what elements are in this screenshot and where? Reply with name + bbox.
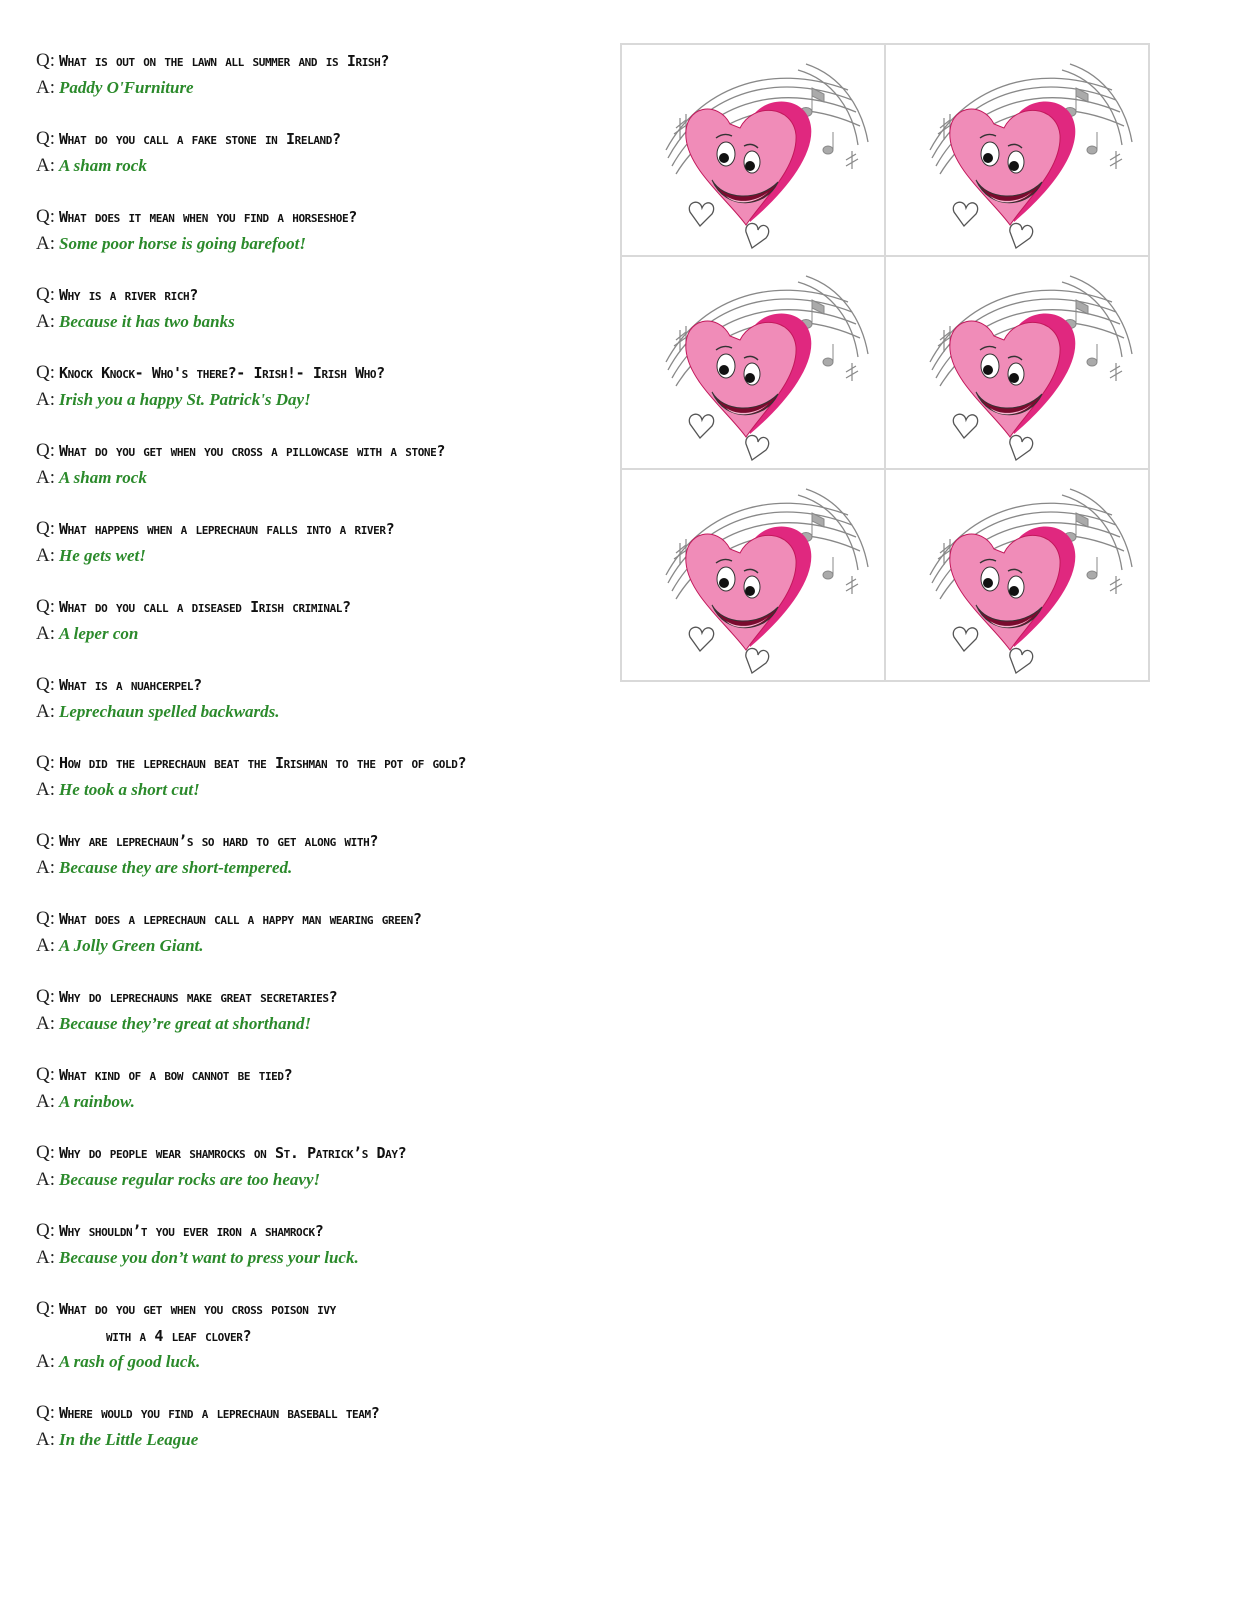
question-line [36, 360, 596, 387]
question-line [36, 126, 596, 153]
joke-item [36, 1218, 596, 1272]
question-label: Q: [36, 128, 55, 149]
answer-line [36, 1427, 596, 1454]
question-text: What do you call a fake stone in Ireland? [59, 130, 341, 148]
question-label: Q: [36, 908, 55, 929]
question-line [36, 672, 596, 699]
answer-label: A: [36, 545, 55, 566]
answer-text: A leper con [59, 624, 139, 643]
answer-label: A: [36, 233, 55, 254]
answer-label: A: [36, 1091, 55, 1112]
question-label: Q: [36, 1298, 55, 1319]
joke-item [36, 828, 596, 882]
question-label: Q: [36, 1402, 55, 1423]
question-label: Q: [36, 362, 55, 383]
answer-text: A Jolly Green Giant. [59, 936, 204, 955]
question-line [36, 750, 596, 777]
question-line [36, 204, 596, 231]
question-label: Q: [36, 284, 55, 305]
answer-text: Irish you a happy St. Patrick's Day! [59, 390, 311, 409]
answer-label: A: [36, 701, 55, 722]
smiling-heart-music-icon [628, 475, 878, 675]
answer-text: Because they’re great at shorthand! [59, 1014, 312, 1033]
smiling-heart-music-icon [628, 50, 878, 250]
joke-item [36, 1062, 596, 1116]
answer-text: Because they are short-tempered. [59, 858, 293, 877]
question-line [36, 282, 596, 309]
answer-label: A: [36, 1169, 55, 1190]
answer-text: He took a short cut! [59, 780, 200, 799]
joke-item [36, 516, 596, 570]
answer-line [36, 1349, 596, 1376]
joke-item [36, 126, 596, 180]
smiling-heart-music-icon [892, 50, 1142, 250]
joke-item [36, 906, 596, 960]
question-label: Q: [36, 986, 55, 1007]
heart-clipart-cell [885, 44, 1149, 256]
question-text: What do you call a diseased Irish criminal? [59, 598, 351, 616]
joke-list [36, 48, 596, 1478]
answer-line [36, 465, 596, 492]
answer-text: Because regular rocks are too heavy! [59, 1170, 321, 1189]
question-line [36, 984, 596, 1011]
question-line [36, 1218, 596, 1245]
joke-item [36, 672, 596, 726]
question-line [36, 828, 596, 855]
question-label: Q: [36, 206, 55, 227]
answer-label: A: [36, 1429, 55, 1450]
joke-item [36, 1296, 596, 1376]
question-text-continued: with a 4 leaf clover? [106, 1327, 252, 1345]
question-text: Why do people wear shamrocks on St. Patrick’s Day? [59, 1144, 407, 1162]
question-line [36, 1400, 596, 1427]
question-text: Why shouldn’t you ever iron a shamrock? [59, 1222, 324, 1240]
joke-item [36, 360, 596, 414]
answer-line [36, 309, 596, 336]
question-label: Q: [36, 1142, 55, 1163]
question-text: Why do leprechauns make great secretaries? [59, 988, 338, 1006]
answer-text: A sham rock [59, 468, 147, 487]
joke-item [36, 984, 596, 1038]
joke-item [36, 1400, 596, 1454]
answer-text: Because you don’t want to press your luck. [59, 1248, 359, 1267]
question-label: Q: [36, 1220, 55, 1241]
answer-text: Some poor horse is going barefoot! [59, 234, 306, 253]
answer-line [36, 1011, 596, 1038]
answer-text: Leprechaun spelled backwards. [59, 702, 280, 721]
joke-item [36, 282, 596, 336]
joke-item [36, 438, 596, 492]
question-text: What kind of a bow cannot be tied? [59, 1066, 293, 1084]
answer-line [36, 153, 596, 180]
heart-clipart-cell [885, 256, 1149, 468]
clipart-grid [620, 43, 1150, 682]
question-text: What do you get when you cross a pillowcase with a stone? [59, 442, 445, 460]
answer-text: Paddy O'Furniture [59, 78, 194, 97]
answer-line [36, 933, 596, 960]
heart-clipart-cell [621, 256, 885, 468]
answer-line [36, 387, 596, 414]
answer-line [36, 75, 596, 102]
question-label: Q: [36, 518, 55, 539]
answer-line [36, 1245, 596, 1272]
joke-item [36, 48, 596, 102]
answer-line [36, 1167, 596, 1194]
question-text: What does a leprechaun call a happy man wearing green? [59, 910, 422, 928]
question-line [36, 48, 596, 75]
answer-line [36, 543, 596, 570]
smiling-heart-music-icon [628, 262, 878, 462]
answer-label: A: [36, 311, 55, 332]
question-line [36, 438, 596, 465]
question-text: What is out on the lawn all summer and is Irish? [59, 52, 389, 70]
answer-label: A: [36, 1351, 55, 1372]
question-text: What happens when a leprechaun falls into a river? [59, 520, 395, 538]
joke-item [36, 204, 596, 258]
joke-item [36, 750, 596, 804]
answer-label: A: [36, 1247, 55, 1268]
question-text: Knock Knock- Who's there?- Irish!- Irish Who? [59, 364, 385, 382]
question-label: Q: [36, 50, 55, 71]
answer-text: Because it has two banks [59, 312, 235, 331]
question-text: Why are leprechaun’s so hard to get along with? [59, 832, 378, 850]
answer-text: He gets wet! [59, 546, 146, 565]
question-text: What does it mean when you find a horseshoe? [59, 208, 357, 226]
joke-item [36, 594, 596, 648]
smiling-heart-music-icon [892, 475, 1142, 675]
question-text: Why is a river rich? [59, 286, 198, 304]
answer-label: A: [36, 155, 55, 176]
question-line [36, 906, 596, 933]
question-text: What is a nuahcerpel? [59, 676, 202, 694]
answer-label: A: [36, 623, 55, 644]
answer-text: In the Little League [59, 1430, 199, 1449]
question-text: Where would you find a leprechaun baseball team? [59, 1404, 380, 1422]
question-label: Q: [36, 596, 55, 617]
answer-label: A: [36, 857, 55, 878]
answer-label: A: [36, 779, 55, 800]
answer-text: A rainbow. [59, 1092, 135, 1111]
answer-line [36, 231, 596, 258]
question-line [36, 1140, 596, 1167]
heart-clipart-cell [621, 44, 885, 256]
heart-clipart-cell [621, 469, 885, 681]
question-line [36, 1062, 596, 1089]
answer-text: A sham rock [59, 156, 147, 175]
question-label: Q: [36, 830, 55, 851]
answer-label: A: [36, 1013, 55, 1034]
question-label: Q: [36, 752, 55, 773]
answer-text: A rash of good luck. [59, 1352, 201, 1371]
question-line [36, 594, 596, 621]
smiling-heart-music-icon [892, 262, 1142, 462]
question-text: What do you get when you cross poison ivy [59, 1300, 336, 1318]
answer-label: A: [36, 77, 55, 98]
answer-label: A: [36, 935, 55, 956]
question-label: Q: [36, 1064, 55, 1085]
question-label: Q: [36, 440, 55, 461]
answer-line [36, 855, 596, 882]
question-label: Q: [36, 674, 55, 695]
answer-label: A: [36, 467, 55, 488]
answer-label: A: [36, 389, 55, 410]
answer-line [36, 777, 596, 804]
answer-line [36, 699, 596, 726]
heart-clipart-cell [885, 469, 1149, 681]
question-text: How did the leprechaun beat the Irishman to the pot of gold? [59, 754, 467, 772]
joke-item [36, 1140, 596, 1194]
answer-line [36, 1089, 596, 1116]
answer-line [36, 621, 596, 648]
question-line [36, 516, 596, 543]
question-line [36, 1296, 596, 1323]
